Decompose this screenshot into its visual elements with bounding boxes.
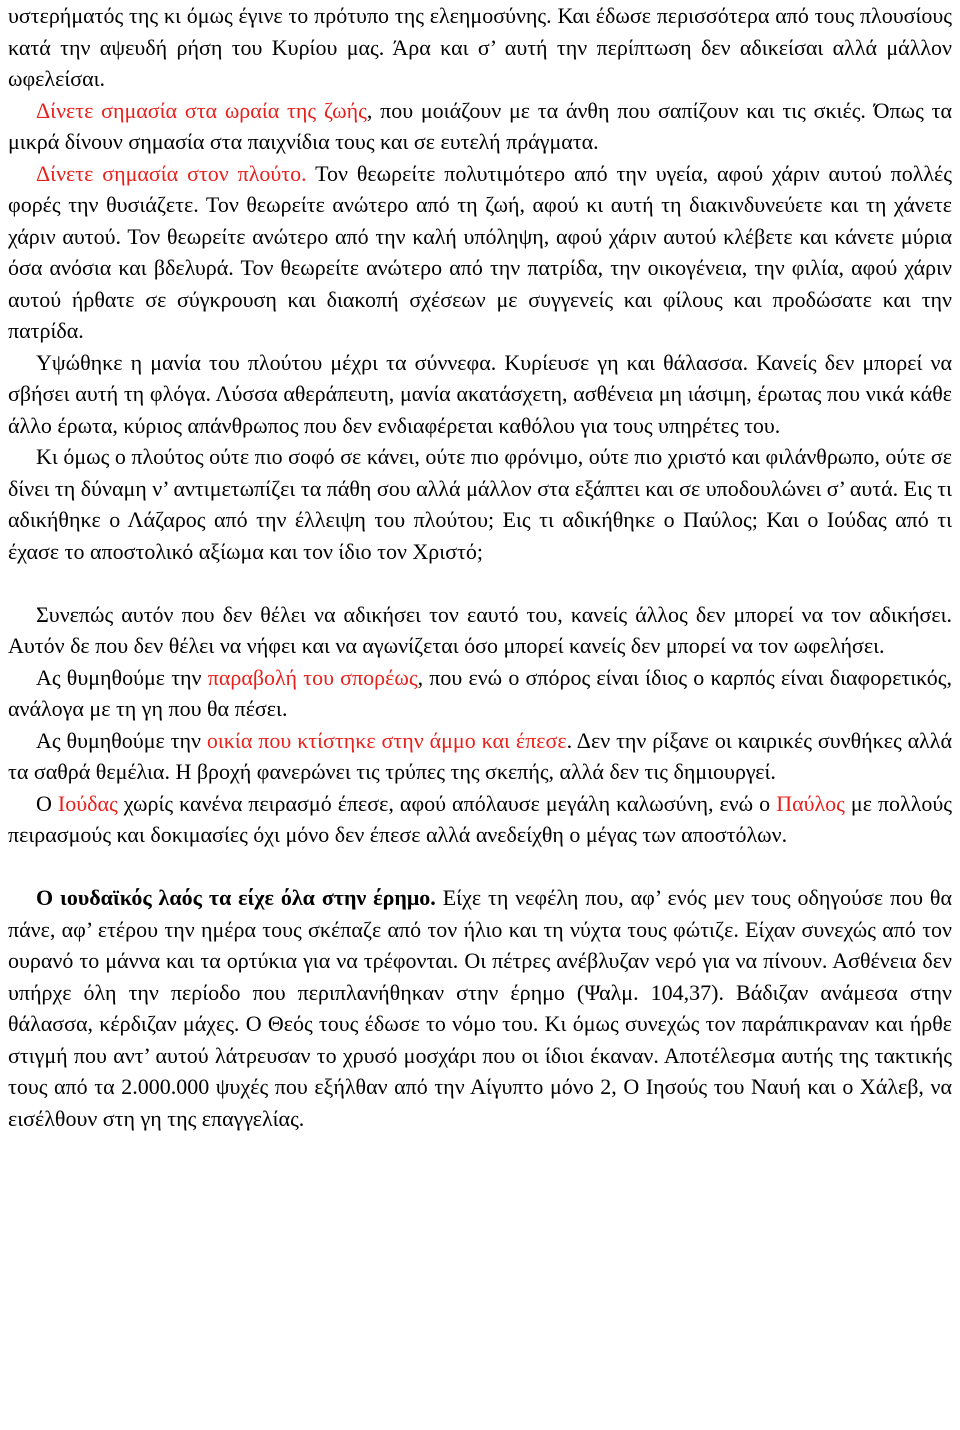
paragraph-3-text: Τον θεωρείτε πολυτιμότερο από την υγεία, αφού χάριν αυτού πολλές φορές την θυσιάζετε. Τον θεωρείτε ανώτερο από τη ζωή, αφού κι αυτή τη διακινδυνεύετε και τη χάνετε χάριν αυτού. Τον θεωρείτε ανώτερο από την καλή υπόληψη, αφού χάριν αυτού κλέβετε και κάνετε μύρια όσα ανόσια και βδελυρά. Τον θεωρείτε ανώτερο από την πατρίδα, την οικογένεια, την φιλία, αφού χάριν αυτού ήρθατε σε σύγκρουση και διακοπή σχέσεων με συγγενείς και φίλους και προδώσατε και την πατρίδα. (8, 160, 952, 343)
bold-lead-sentence: Ο ιουδαϊκός λαός τα είχε όλα στην έρημο. (36, 885, 436, 910)
paragraph-6 (8, 599, 952, 662)
highlight-beauties-of-life: Δίνετε σημασία στα ωραία της ζωής (36, 97, 367, 123)
paragraph-7-text: , που ενώ ο σπόρος είναι ίδιος ο καρπός είναι διαφορετικός, ανάλογα με τη γη που θα πέσει. (8, 664, 953, 721)
paragraph-1-text: υστερήματός της κι όμως έγινε το πρότυπο της ελεημοσύνης. Και έδωσε περισσότερα από τους πλουσίους κατά την αψευδή ρήση του Κυρίου μας. Άρα και σ’ αυτή την περίπτωση δεν αδικείσαι αλλά μάλλον ωφελείσαι. (8, 3, 952, 91)
paragraph-7-pre: Ας θυμηθούμε την (36, 664, 208, 690)
paragraph-10-text: Είχε τη νεφέλη που, αφ’ ενός μεν τους οδηγούσε που θα πάνε, αφ’ ετέρου την ημέρα τους σκέπαζε από τον ήλιο και τη νύχτα τους φώτιζε. Είχαν συνεχώς από τον ουρανό το μάννα και τα ορτύκια για να τρέφονται. Οι πέτρες ανέβλυζαν νερό για να πίνουν. Ασθένεια δεν υπήρχε όλη την περίοδο που περιπλανήθηκαν στην έρημο (Ψαλμ. 104,37). Βάδιζαν ανάμεσα στην θάλασσα, κέρδιζαν μάχες. Ο Θεός τους έδωσε το νόμο του. Κι όμως συνεχώς τον παράπικραναν και ήρθε στιγμή που αντ’ αυτού λάτρευσαν το χρυσό μοσχάρι που οι ίδιοι έκαναν. Αποτέλεσμα αυτής της τακτικής τους από τα 2.000.000 ψυχές που εξήλθαν από την Αίγυπτο μόνο 2, Ο Ιησούς του Ναυή και ο Χάλεβ, να εισέλθουν στη γη της επαγγελίας. (8, 885, 952, 1131)
paragraph-8-pre: Ας θυμηθούμε την (36, 727, 207, 753)
highlight-judas: Ιούδας (57, 790, 118, 816)
paragraph-1 (8, 0, 952, 95)
paragraph-2 (8, 95, 952, 158)
paragraph-9 (8, 788, 952, 851)
blank-line (8, 567, 952, 599)
blank-line (8, 851, 952, 883)
paragraph-5 (8, 441, 952, 567)
paragraph-9-pre: Ο (36, 790, 58, 816)
paragraph-2-text: , που μοιάζουν με τα άνθη που σαπίζουν και τις σκιές. Όπως τα μικρά δίνουν σημασία στα παιχνίδια τους και σε ευτελή πράγματα. (8, 97, 952, 154)
paragraph-9-mid: χωρίς κανένα πειρασμό έπεσε, αφού απόλαυσε μεγάλη καλωσύνη, ενώ ο (117, 790, 777, 816)
paragraph-10 (8, 882, 952, 1134)
paragraph-8 (8, 725, 952, 788)
paragraph-9-text: με πολλούς πειρασμούς και δοκιμασίες όχι μόνο δεν έπεσε αλλά ανεδείχθη ο μέγας των αποστόλων. (8, 790, 952, 847)
paragraph-8-text: . Δεν την ρίξανε οι καιρικές συνθήκες αλλά τα σαθρά θεμέλια. Η βροχή φανερώνει τις τρύπες της σκεπής, αλλά δεν τις δημιουργεί. (8, 727, 952, 784)
highlight-parable-of-sower: παραβολή του σπορέως (207, 664, 418, 690)
highlight-wealth: Δίνετε σημασία στον πλούτο. (36, 160, 307, 186)
paragraph-4 (8, 347, 952, 442)
paragraph-6-text: Συνεπώς αυτόν που δεν θέλει να αδικήσει τον εαυτό του, κανείς άλλος δεν μπορεί να τον αδικήσει. Αυτόν δε που δεν θέλει να νήφει και να αγωνίζεται όσο μπορεί κανείς δεν μπορεί να τον ωφελήσει. (8, 601, 952, 658)
paragraph-5-text: Κι όμως ο πλούτος ούτε πιο σοφό σε κάνει, ούτε πιο φρόνιμο, ούτε πιο χριστό και φιλάνθρωπο, ούτε σε δίνει τη δύναμη ν’ αντιμετωπίζει τα πάθη σου αλλά μάλλον στα εξάπτει και σε υποδουλώνει σ’ αυτά. Εις τι αδικήθηκε ο Λάζαρος από την έλλειψη του πλούτου; Εις τι αδικήθηκε ο Παύλος; Και ο Ιούδας από τι έχασε το αποστολικό αξίωμα και τον ίδιο τον Χριστό; (8, 444, 952, 564)
highlight-house-on-sand: οικία που κτίστηκε στην άμμο και έπεσε (206, 727, 567, 753)
paragraph-7 (8, 662, 952, 725)
paragraph-4-text: Υψώθηκε η μανία του πλούτου μέχρι τα σύννεφα. Κυρίευσε γη και θάλασσα. Κανείς δεν μπορεί να σβήσει αυτή τη φλόγα. Λύσσα αθεράπευτη, μανία ακατάσχετη, ασθένεια μη ιάσιμη, έρωτας που νικά κάθε άλλο έρωτα, κύριος απάνθρωπος που δεν ενδιαφέρεται καθόλου για τους υπηρέτες του. (8, 349, 952, 438)
paragraph-3 (8, 158, 952, 347)
highlight-paul: Παύλος (776, 790, 845, 816)
